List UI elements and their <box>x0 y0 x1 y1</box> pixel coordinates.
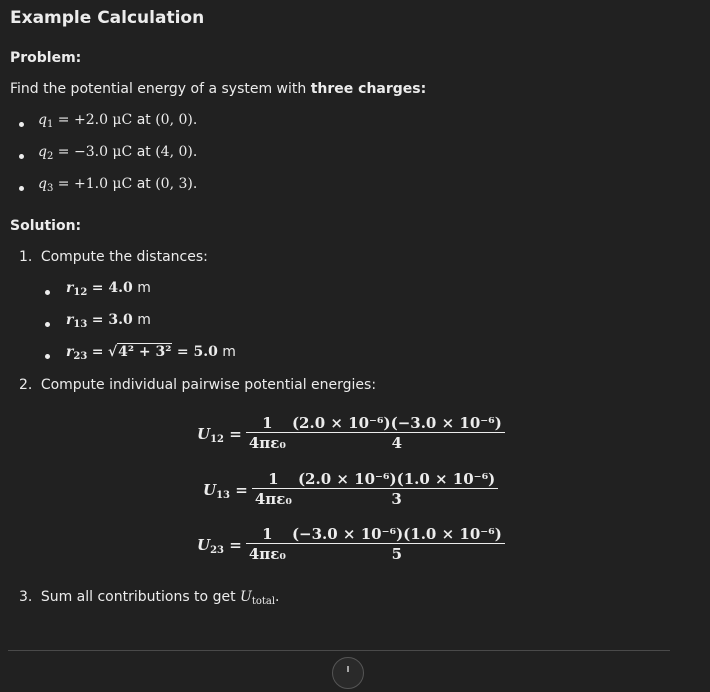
charge-position: (0, 3) <box>155 176 193 192</box>
sqrt-expression: √4² + 3² <box>107 344 172 360</box>
equation-equals: = <box>235 480 248 499</box>
page-title: Example Calculation <box>10 8 205 28</box>
distance-unit: m <box>137 312 151 328</box>
distance-item <box>66 343 236 360</box>
equation-u13 <box>203 470 498 509</box>
charge-index: 2 <box>46 151 54 162</box>
step-3 <box>19 589 280 605</box>
distance-index: 23 <box>73 351 88 362</box>
charge-fraction <box>289 525 505 564</box>
charge-symbol: q <box>38 144 47 160</box>
charge-index: 1 <box>46 119 54 130</box>
charge-symbol: q <box>38 176 47 192</box>
charge-fraction <box>295 470 498 509</box>
charge-end: . <box>192 112 198 128</box>
distance-unit: m <box>222 344 236 360</box>
problem-label: Problem: <box>10 50 82 66</box>
distance-item <box>66 280 151 296</box>
step-1 <box>19 249 208 265</box>
fraction-numerator: 1 <box>246 525 289 544</box>
equation-symbol: U <box>203 480 217 499</box>
fraction-denominator: 4πε₀ <box>248 545 286 563</box>
charge-at: at <box>136 144 151 160</box>
charge-position: (4, 0) <box>155 144 193 160</box>
bullet <box>19 186 24 191</box>
equation-symbol: U <box>197 535 211 554</box>
constant-fraction <box>246 525 289 564</box>
total-end: . <box>275 589 280 605</box>
bullet <box>19 154 24 159</box>
fraction-numerator: (−3.0 × 10⁻⁶)(1.0 × 10⁻⁶) <box>289 525 505 544</box>
solution-label: Solution: <box>10 218 82 234</box>
fraction-numerator: 1 <box>246 414 289 433</box>
bullet <box>45 290 50 295</box>
problem-text-prefix: Find the potential energy of a system with <box>10 81 311 97</box>
step-2 <box>19 377 376 393</box>
fraction-denominator: 3 <box>391 490 402 508</box>
step-text: Compute the distances: <box>40 249 208 265</box>
charge-end: . <box>192 144 198 160</box>
distance-symbol: r <box>66 344 74 360</box>
fraction-denominator: 5 <box>391 545 403 563</box>
distance-symbol: r <box>66 280 74 296</box>
charge-item <box>38 112 197 128</box>
total-index: total <box>251 596 276 607</box>
charge-value: = −3.0 μC <box>57 144 133 160</box>
equation-u12 <box>197 414 505 453</box>
charge-symbol: q <box>38 112 47 128</box>
distance-value: = 4.0 <box>91 280 133 296</box>
fraction-denominator: 4πε₀ <box>248 434 286 452</box>
fraction-denominator: 4 <box>391 434 403 452</box>
equation-symbol: U <box>197 424 211 443</box>
charge-index: 3 <box>46 183 54 194</box>
fraction-numerator: 1 <box>252 470 295 489</box>
bullet <box>19 122 24 127</box>
constant-fraction <box>246 414 289 453</box>
distance-symbol: r <box>66 312 74 328</box>
problem-text <box>10 81 426 97</box>
equation-index: 12 <box>210 433 225 445</box>
total-symbol: U <box>240 589 252 605</box>
problem-text-bold: three charges: <box>310 81 427 97</box>
charge-value: = +1.0 μC <box>57 176 133 192</box>
equation-equals: = <box>229 424 242 443</box>
distance-index: 13 <box>73 319 88 330</box>
charge-fraction <box>289 414 505 453</box>
fraction-numerator: (2.0 × 10⁻⁶)(−3.0 × 10⁻⁶) <box>289 414 505 433</box>
equation-index: 13 <box>216 489 231 501</box>
step-number: 2. <box>19 377 33 393</box>
step-number: 1. <box>19 249 33 265</box>
charge-value: = +2.0 μC <box>57 112 133 128</box>
distance-unit: m <box>137 280 151 296</box>
bullet <box>45 354 50 359</box>
fraction-denominator: 4πε₀ <box>254 490 292 508</box>
charge-end: . <box>192 176 198 192</box>
step-number: 3. <box>19 589 33 605</box>
charge-item <box>38 144 197 160</box>
divider <box>8 650 670 651</box>
step-text: Sum all contributions to get <box>40 589 241 605</box>
equation-index: 23 <box>210 544 225 556</box>
fraction-numerator: (2.0 × 10⁻⁶)(1.0 × 10⁻⁶) <box>295 470 498 489</box>
scroll-down-button[interactable] <box>332 657 364 689</box>
sqrt-radicand: 4² + 3² <box>118 344 172 360</box>
charge-position: (0, 0) <box>155 112 193 128</box>
charge-item <box>38 176 197 192</box>
distance-item <box>66 312 151 328</box>
distance-value: = 5.0 <box>176 344 218 360</box>
arrow-down-icon <box>333 658 363 688</box>
bullet <box>45 322 50 327</box>
equation-u23 <box>197 525 505 564</box>
charge-at: at <box>136 176 151 192</box>
step-text: Compute individual pairwise potential energies: <box>40 377 377 393</box>
distance-value: = 3.0 <box>91 312 133 328</box>
equation-equals: = <box>229 535 242 554</box>
distance-index: 12 <box>73 287 88 298</box>
constant-fraction <box>252 470 295 509</box>
charge-at: at <box>136 112 151 128</box>
distance-equals: = <box>91 344 104 360</box>
